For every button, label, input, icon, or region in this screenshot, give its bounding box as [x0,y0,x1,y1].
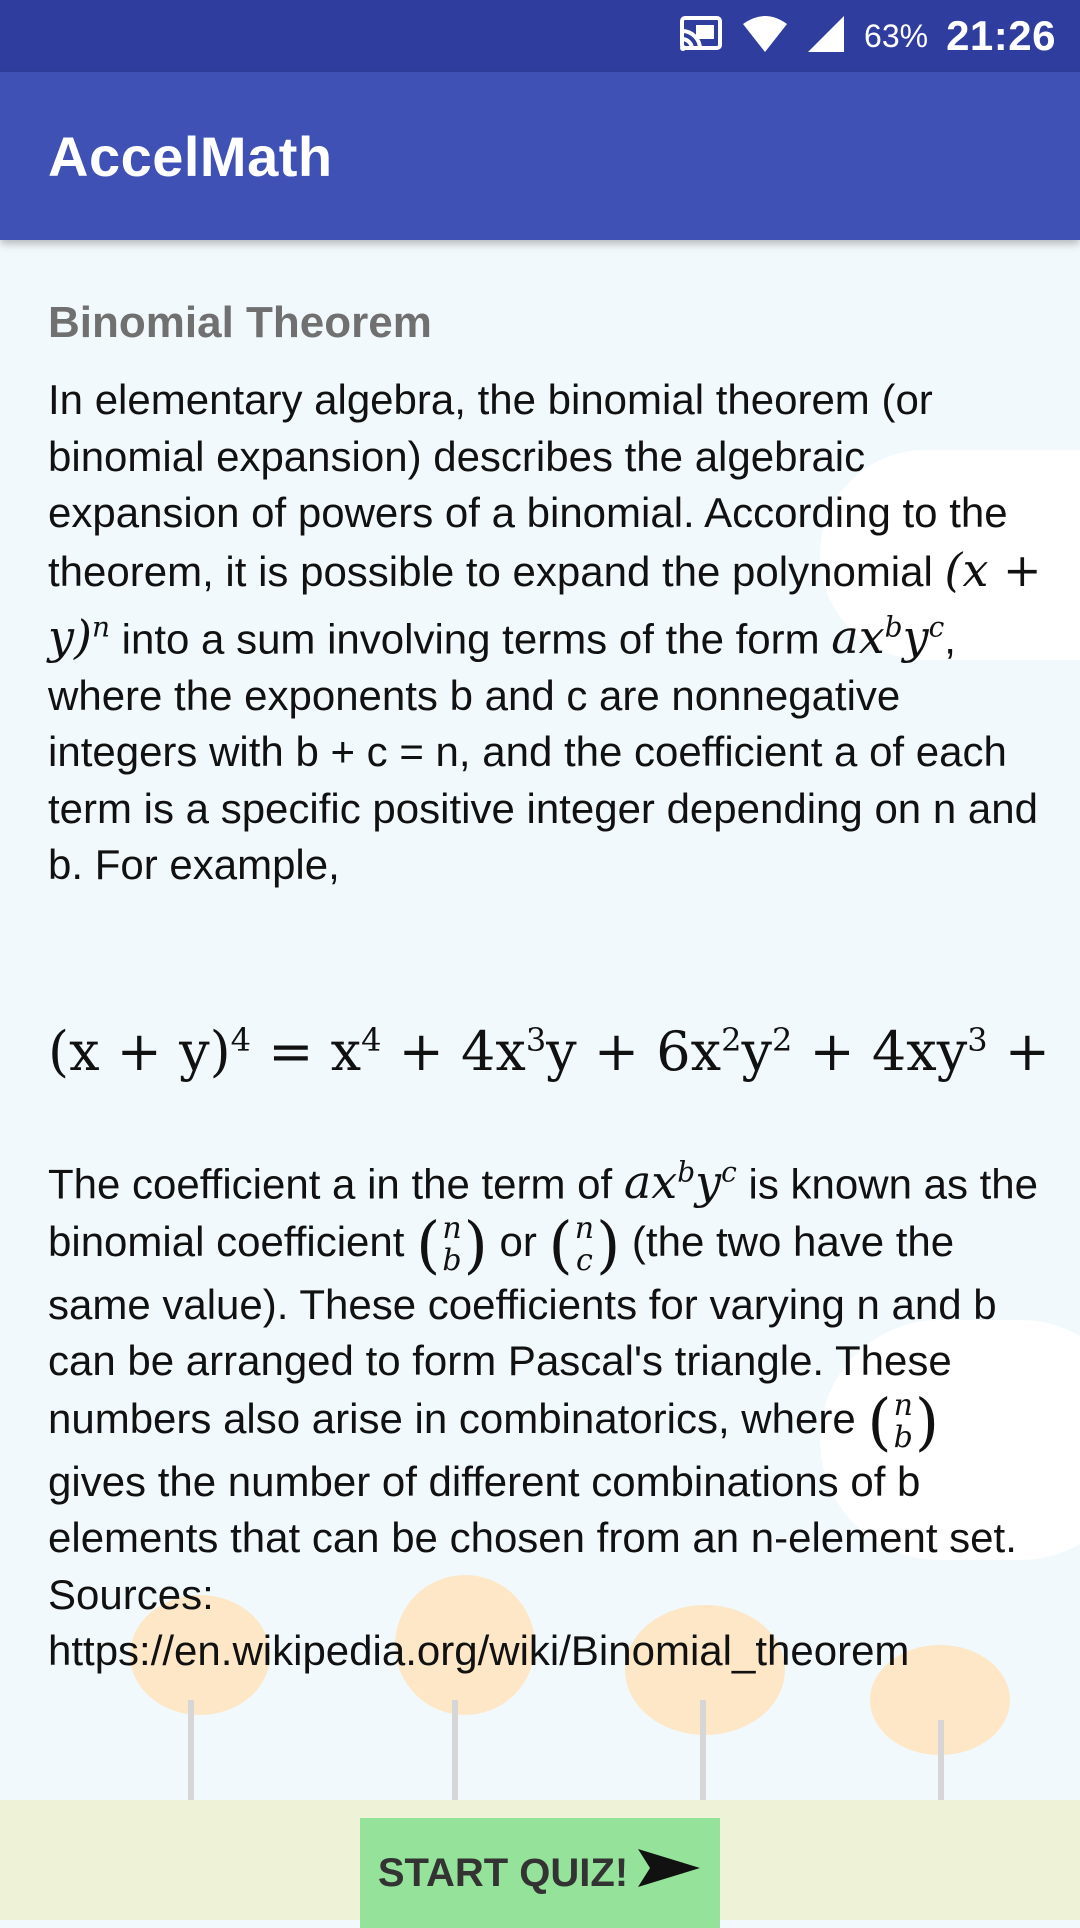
status-bar [0,0,1080,72]
binomial-coefficient: ( n b ) [867,1384,940,1458]
start-quiz-label: START QUIZ! [377,1850,629,1895]
cast-icon [678,15,724,58]
term-expression: $ax^by^c$ [623,1155,737,1210]
app-bar [0,72,1080,240]
tree-trunk-decoration [188,1700,194,1800]
lesson-paragraph-1 [48,372,1048,894]
tree-trunk-decoration [452,1700,458,1800]
app-title: AccelMath [48,125,333,188]
example-equation: $(x + y)^4 = x^4 + 4x^3y + 6x^2y^2 + 4xy^3$ + [48,1020,1050,1083]
wifi-icon [742,14,788,59]
binomial-coefficient: ( n c ) [548,1207,621,1281]
para2-part4: gives the number of different combinations of b elements that can be chosen from an n-element set. Sources: https://en.wikipedia.org/wiki/Binomial_theorem [48,1457,1017,1675]
lesson-content [0,240,1080,1800]
signal-icon [806,14,846,59]
lesson-paragraph-2 [48,1145,1048,1680]
para1-mid: into a sum involving terms of the form [109,615,832,663]
term-expression: $ax^by^c$ [831,610,945,665]
tree-trunk-decoration [700,1700,706,1800]
start-quiz-button[interactable] [360,1818,720,1928]
clock-time: 21:26 [946,12,1056,59]
tree-trunk-decoration [938,1720,944,1800]
lesson-heading: Binomial Theorem [48,298,432,347]
polynomial-expression: $(x + y)^n$ [48,542,1042,665]
para2-or: or [487,1217,549,1265]
arrow-right-icon [636,1843,702,1903]
para2-part1: The coefficient a in the term of [48,1160,624,1208]
para2-part3: (the two have the same value). These coefficients for varying n and b can be arranged to form Pascal's triangle. These numbers also arise in combinatorics, where [48,1217,997,1442]
bottom-bar [0,1800,1080,1920]
para1-intro: In elementary algebra, the binomial theorem (or binomial expansion) describes the algebraic expansion of powers of a binomial. According to the theorem, it is possible to expand the polynomial [48,376,1008,595]
para2-part2: is known as the binomial coefficient [48,1160,1039,1265]
para1-rest: , where the exponents b and c are nonnegative integers with b + c = n, and the coefficient a of each term is a specific positive integer depending on n and b. For example, [48,615,1038,889]
binomial-coefficient: ( n b ) [416,1207,488,1281]
battery-percent: 63% [864,17,929,54]
